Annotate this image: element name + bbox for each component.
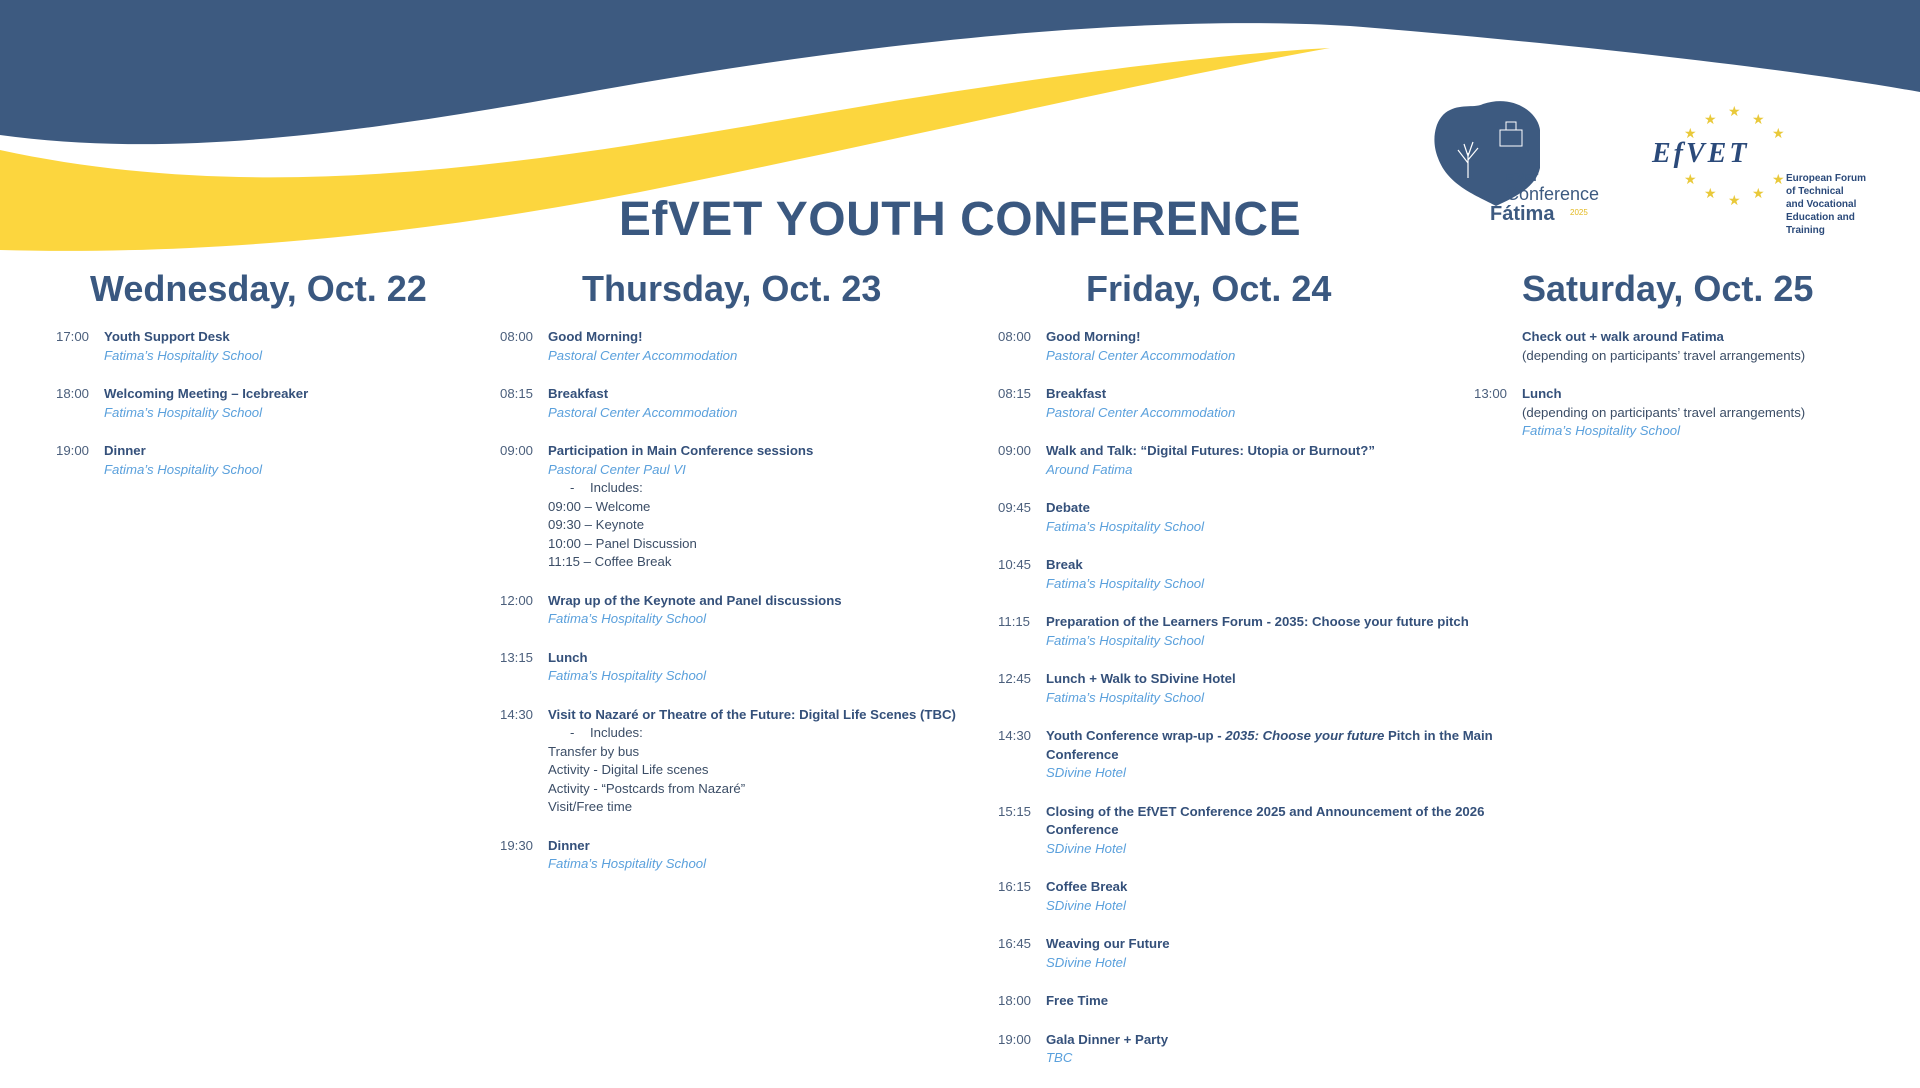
day-column-thursday	[500, 268, 970, 894]
schedule-event	[998, 803, 1508, 859]
efvet-wordmark: EfVET	[1652, 138, 1750, 169]
svg-text:★: ★	[1752, 186, 1765, 202]
schedule-event	[500, 328, 970, 365]
event-title: Preparation of the Learners Forum - 2035: Choose your future pitch	[1046, 614, 1469, 629]
event-title: Dinner	[104, 443, 146, 458]
event-title: Visit to Nazaré or Theatre of the Future: Digital Life Scenes (TBC)	[548, 706, 956, 722]
event-note: (depending on participants’ travel arrangements)	[1522, 347, 1806, 363]
event-location: Fatima’s Hospitality School	[548, 856, 707, 871]
event-location: Pastoral Center Accommodation	[548, 404, 738, 420]
schedule-event	[1474, 328, 1894, 365]
event-location: Fatima’s Hospitality School	[104, 461, 263, 477]
event-time: 18:00	[56, 386, 90, 401]
svg-text:★: ★	[1684, 172, 1697, 188]
event-detail-line: 09:00 – Welcome	[548, 498, 651, 514]
day-title: Wednesday, Oct. 22	[90, 268, 427, 309]
schedule-event	[500, 706, 970, 817]
event-time: 18:00	[998, 993, 1032, 1008]
efvet-tagline-line: of Technical	[1786, 186, 1844, 197]
event-location: Pastoral Center Accommodation	[1046, 347, 1236, 363]
event-location: Around Fatima	[1046, 461, 1133, 477]
fatima-logo-line1: EfVET	[1506, 172, 1539, 184]
event-title: Lunch	[1522, 386, 1562, 401]
event-location: Pastoral Center Paul VI	[548, 461, 686, 477]
schedule-event	[998, 613, 1508, 650]
fatima-logo-line3: Fátima	[1490, 203, 1555, 225]
event-detail-line: 11:15 – Coffee Break	[548, 554, 672, 569]
event-title-emphasis: 2035: Choose your future	[1225, 728, 1385, 743]
event-title: Walk and Talk: “Digital Futures: Utopia or Burnout?”	[1046, 443, 1375, 458]
svg-text:★: ★	[1728, 104, 1741, 120]
event-title: Wrap up of the Keynote and Panel discussions	[548, 592, 842, 608]
day-column-friday	[998, 268, 1508, 1088]
event-location: SDivine Hotel	[1046, 954, 1126, 970]
event-title: Closing of the EfVET Conference 2025 and Announcement of the 2026 Conference	[1046, 803, 1485, 837]
event-title: Lunch	[548, 649, 588, 665]
event-note: (depending on participants’ travel arrangements)	[1522, 404, 1806, 420]
event-includes-label: - Includes:	[548, 479, 970, 498]
efvet-tagline-line: European Forum	[1786, 173, 1867, 184]
event-title-part: Youth Conference wrap-up -	[1046, 728, 1226, 743]
event-detail-line: 10:00 – Panel Discussion	[548, 535, 697, 551]
event-location: SDivine Hotel	[1046, 765, 1126, 780]
schedule-event	[998, 727, 1508, 783]
event-location: TBC	[1046, 1050, 1073, 1065]
event-time: 09:00	[998, 443, 1032, 458]
event-detail-line: Visit/Free time	[548, 799, 633, 814]
schedule-event	[56, 385, 456, 422]
event-time: 19:30	[500, 837, 534, 853]
event-location: Fatima’s Hospitality School	[1046, 632, 1205, 648]
event-title: Breakfast	[1046, 386, 1107, 401]
svg-text:★: ★	[1772, 172, 1785, 188]
event-time: 14:30	[500, 706, 534, 722]
event-time: 08:00	[500, 329, 534, 344]
event-location: Fatima’s Hospitality School	[1046, 518, 1205, 534]
svg-text:★: ★	[1772, 126, 1785, 142]
event-time: 19:00	[998, 1031, 1032, 1047]
event-title: Free Time	[1046, 993, 1109, 1008]
event-time: 09:45	[998, 500, 1032, 515]
event-title: Check out + walk around Fatima	[1522, 329, 1724, 344]
fatima-logo-year: 2025	[1570, 208, 1588, 217]
event-location: Fatima’s Hospitality School	[1522, 423, 1681, 438]
event-time: 13:15	[500, 649, 534, 665]
event-title: Good Morning!	[548, 329, 643, 344]
schedule-event	[998, 556, 1508, 593]
schedule-event	[998, 385, 1508, 422]
fatima-logo-line2: Conference	[1506, 184, 1600, 204]
event-time: 12:00	[500, 592, 534, 608]
schedule-event	[998, 878, 1508, 915]
schedule-event	[500, 385, 970, 422]
schedule-event	[998, 328, 1508, 365]
efvet-tagline-line: and Vocational	[1786, 199, 1857, 210]
event-title	[1046, 727, 1508, 764]
event-time: 10:45	[998, 557, 1032, 572]
event-location: Pastoral Center Accommodation	[548, 347, 738, 363]
event-title: Break	[1046, 557, 1083, 572]
event-location: Fatima’s Hospitality School	[548, 668, 707, 683]
event-title-part: Pitch in the Main Conference	[1046, 728, 1493, 762]
event-title: Breakfast	[548, 386, 609, 401]
page-title: EfVET YOUTH CONFERENCE	[618, 193, 1302, 246]
event-time: 08:00	[998, 329, 1032, 344]
event-location: Fatima’s Hospitality School	[104, 347, 263, 363]
event-title: Weaving our Future	[1046, 936, 1170, 951]
event-title: Welcoming Meeting – Icebreaker	[104, 386, 309, 401]
event-title: Coffee Break	[1046, 879, 1128, 894]
event-time: 17:00	[56, 329, 90, 344]
event-title: Gala Dinner + Party	[1046, 1031, 1169, 1047]
event-time: 12:45	[998, 671, 1032, 686]
event-title: Dinner	[548, 837, 590, 853]
event-time: 13:00	[1474, 386, 1508, 401]
event-detail-line: Activity - Digital Life scenes	[548, 762, 709, 777]
event-location: Fatima’s Hospitality School	[1046, 689, 1205, 705]
efvet-tagline-line: Education and Training	[1786, 212, 1855, 236]
event-location: Fatima’s Hospitality School	[548, 611, 707, 626]
schedule-event	[56, 328, 456, 365]
event-location: SDivine Hotel	[1046, 897, 1126, 913]
event-title: Lunch + Walk to SDivine Hotel	[1046, 671, 1236, 686]
day-title: Saturday, Oct. 25	[1522, 268, 1814, 309]
schedule-event	[500, 837, 970, 874]
svg-text:★: ★	[1728, 193, 1741, 209]
event-time: 15:15	[998, 803, 1032, 819]
event-time: 16:45	[998, 936, 1032, 951]
schedule-event	[998, 499, 1508, 536]
event-time: 14:30	[998, 728, 1032, 743]
schedule-event	[500, 592, 970, 629]
svg-text:★: ★	[1684, 126, 1697, 142]
schedule-event	[500, 442, 970, 572]
schedule-event	[998, 1031, 1508, 1068]
event-detail-line: Activity - “Postcards from Nazaré”	[548, 780, 746, 796]
schedule-event	[1474, 385, 1894, 441]
event-title: Debate	[1046, 500, 1090, 515]
event-location: Fatima’s Hospitality School	[1046, 575, 1205, 591]
day-title: Thursday, Oct. 23	[582, 268, 882, 309]
event-detail-line: 09:30 – Keynote	[548, 517, 645, 532]
event-time: 08:15	[500, 386, 534, 401]
event-location: SDivine Hotel	[1046, 840, 1126, 856]
event-title: Good Morning!	[1046, 329, 1141, 344]
day-column-saturday	[1474, 268, 1894, 461]
event-location: Pastoral Center Accommodation	[1046, 404, 1236, 420]
schedule-event	[998, 992, 1508, 1011]
event-time: 16:15	[998, 879, 1032, 894]
schedule-event	[998, 442, 1508, 479]
event-title: Participation in Main Conference sessions	[548, 443, 814, 458]
day-column-wednesday	[56, 268, 456, 499]
event-location: Fatima’s Hospitality School	[104, 404, 263, 420]
event-time: 08:15	[998, 386, 1032, 401]
event-detail-line: Transfer by bus	[548, 743, 640, 759]
svg-text:★: ★	[1704, 186, 1717, 202]
schedule-event	[56, 442, 456, 479]
schedule-event	[500, 649, 970, 686]
schedule-event	[998, 670, 1508, 707]
schedule-event	[998, 935, 1508, 972]
svg-text:★: ★	[1704, 112, 1717, 128]
event-title: Youth Support Desk	[104, 329, 230, 344]
event-includes-label: - Includes:	[548, 724, 970, 743]
event-time: 19:00	[56, 443, 90, 458]
event-time: 11:15	[998, 614, 1031, 629]
event-time: 09:00	[500, 443, 534, 458]
day-title: Friday, Oct. 24	[1086, 268, 1332, 309]
svg-text:★: ★	[1752, 112, 1765, 128]
